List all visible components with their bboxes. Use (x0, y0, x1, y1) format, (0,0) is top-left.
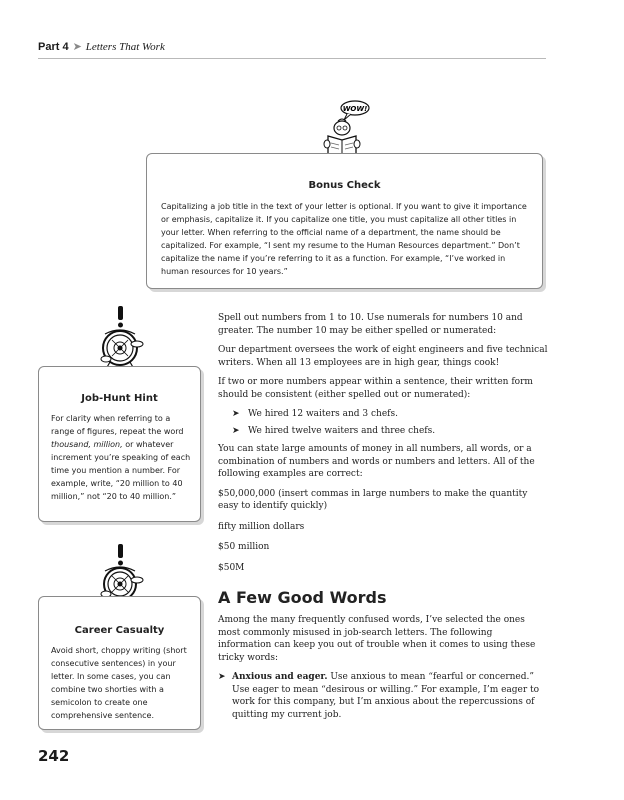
header-title: Letters That Work (85, 41, 165, 53)
bonus-check-box (146, 153, 543, 289)
arrow-bullet-icon: ➤ (218, 672, 226, 682)
running-header (38, 40, 546, 59)
money-example: $50M (218, 562, 245, 573)
career-casualty-title: Career Casualty (74, 625, 165, 636)
money-example: $50 million (218, 542, 270, 552)
bonus-check-title: Bonus Check (308, 180, 381, 191)
paragraph: Among the many frequently confused words, I’ve selected the ones most commonly misused in job-search letters. The following information can keep you out of trouble when it comes to using these tricky words: (218, 615, 536, 663)
paragraph: Our department oversees the work of eight engineers and five technical writers. When all 13 employees are in high gear, things cook! (218, 345, 548, 368)
career-casualty-text: Avoid short, choppy writing (short consecutive sentences) in your letter. In some cases, you can combine two shorties with a semicolon to create one comprehensive sentence. (51, 646, 187, 720)
job-hunt-hint-title: Job-Hunt Hint (81, 393, 158, 404)
money-example: fifty million dollars (218, 521, 305, 532)
arrow-bullet-icon: ➤ (232, 425, 240, 436)
list-item: ➤ We hired twelve waiters and three chefs. (232, 425, 436, 436)
job-hunt-hint-text: For clarity when referring to a range of figures, repeat the word thousand, million, or whatever increment you’re speaking of each time you mention a number. For example, write, “20 million to 40 million,” not “20 to 40 million.” (51, 414, 191, 501)
part-label: Part 4 (38, 41, 69, 53)
magnifier-person-icon (90, 304, 154, 370)
job-hunt-hint-box (38, 366, 201, 522)
header-arrow-icon: ➤ (72, 41, 82, 53)
paragraph: If two or more numbers appear within a sentence, their written form should be consistent (either spelled out or numerated): (218, 377, 533, 400)
paragraph: Spell out numbers from 1 to 10. Use numerals for numbers 10 and greater. The number 10 may be either spelled or numerated: (218, 313, 523, 336)
example-list (218, 408, 548, 437)
paragraph: You can state large amounts of money in all numbers, all words, or a combination of numbers and words or numbers and letters. All of the following examples are correct: (218, 444, 535, 479)
magnifier-person-icon (90, 542, 154, 604)
list-item: ➤ Anxious and eager. Use anxious to mean “fearful or concerned.” Use eager to mean “desirous or willing.” For example, I’m eager to work for this company, but I’m anxious about the repercussions of quitting my current job. (218, 672, 540, 720)
bonus-check-text: Capitalizing a job title in the text of your letter is optional. If you want to give it importance or emphasis, capitalize it. If you capitalize one title, you must capitalize all other titles in your letter. When referring to the official name of a department, the name should be capitalized. For example, “I sent my resume to the Human Resources department.” Don’t capitalize the name if you’re referring to it as a function. For example, “I’ve worked in human resources for 10 years.” (161, 202, 527, 276)
wow-bubble-text: WOW! (342, 105, 368, 113)
career-casualty-box (38, 596, 201, 730)
page-number: 242 (38, 747, 70, 765)
term-list (218, 671, 548, 721)
money-example: $50,000,000 (insert commas in large numbers to make the quantity easy to identify quickly) (218, 488, 528, 511)
section-heading: A Few Good Words (218, 588, 387, 607)
body-text (218, 312, 548, 727)
arrow-bullet-icon: ➤ (232, 409, 240, 419)
list-item: ➤ We hired 12 waiters and 3 chefs. (232, 409, 398, 419)
